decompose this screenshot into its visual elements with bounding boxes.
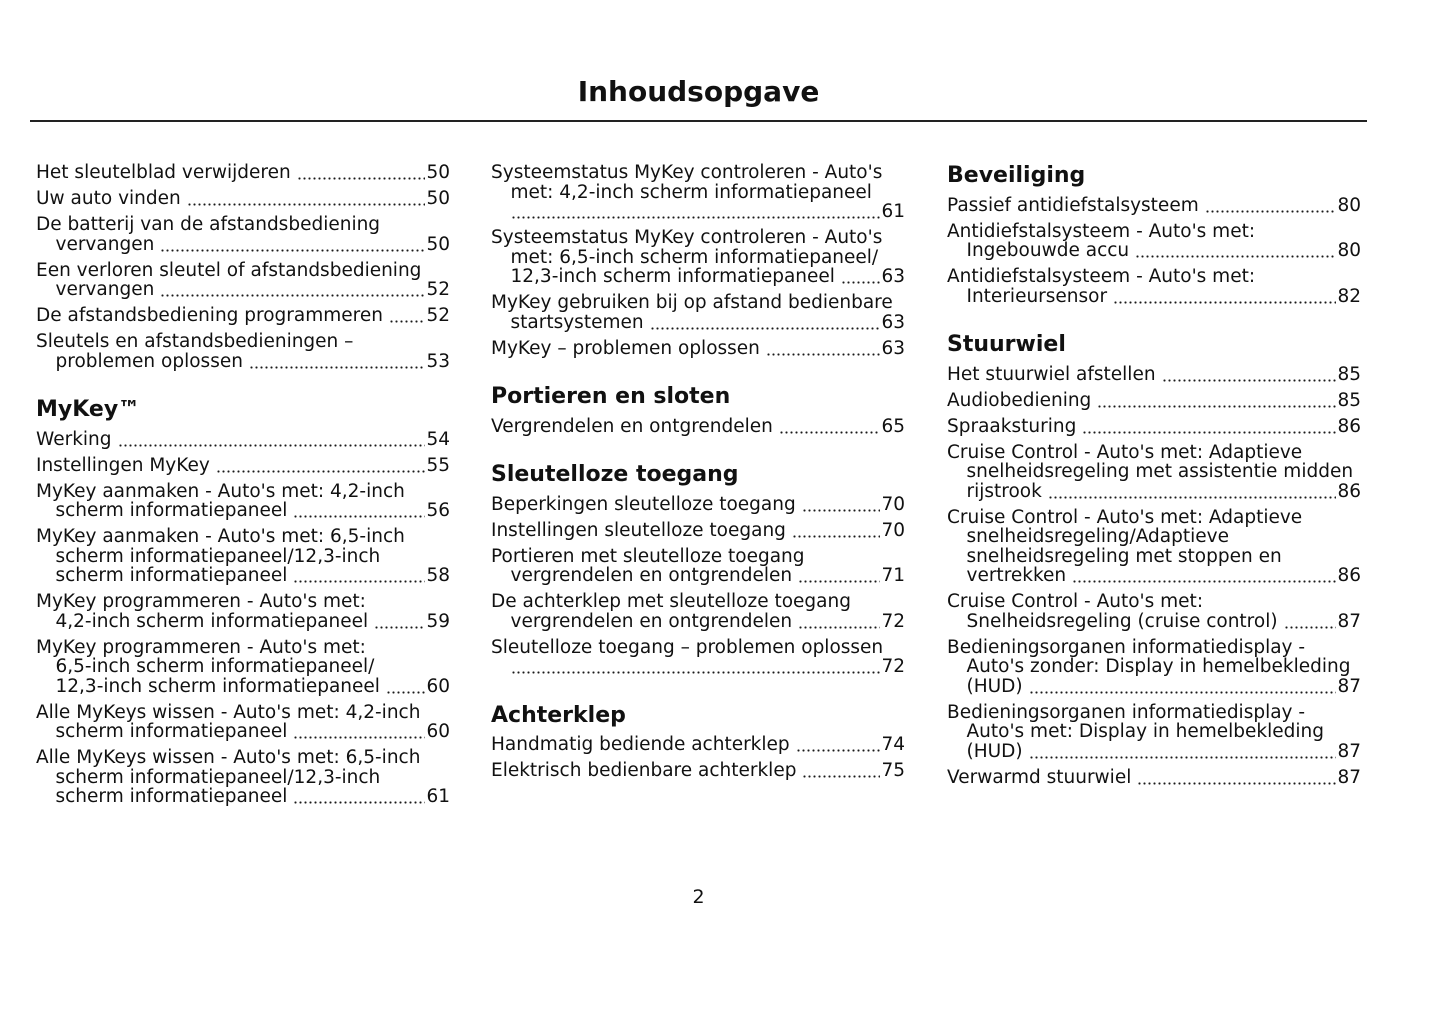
entry-title: Spraaksturing <box>947 416 1077 436</box>
section-heading-beveiliging: Beveiliging <box>947 163 1086 188</box>
entry-page-ref: 80 <box>1337 241 1361 261</box>
entry-line <box>491 657 905 677</box>
entry-title: Elektrisch bedienbare achterklep <box>491 761 797 781</box>
entry-title: 12,3-inch scherm informatiepaneel <box>510 267 835 287</box>
entry-page-ref: 58 <box>426 566 450 586</box>
dot-leader <box>187 189 426 209</box>
entry-line: Auto's zonder: Display in hemelbekleding <box>966 657 1351 677</box>
toc-entry <box>491 521 905 541</box>
entry-line: Een verloren sleutel of afstandsbediening <box>36 260 422 280</box>
entry-title: De afstandsbediening programmeren <box>36 306 383 326</box>
entry-line <box>36 306 450 326</box>
entry-line <box>491 566 905 586</box>
dot-leader <box>297 163 426 183</box>
entry-page-ref: 65 <box>881 416 905 436</box>
entry-title: Vergrendelen en ontgrendelen <box>491 416 773 436</box>
entry-title: 4,2-inch scherm informatiepaneel <box>55 611 369 631</box>
entry-line: Bedieningsorganen informatiedisplay - <box>947 637 1306 657</box>
entry-line <box>491 495 905 515</box>
entry-line <box>36 501 450 521</box>
dot-leader <box>766 339 881 359</box>
entry-line: MyKey aanmaken - Auto's met: 4,2-inch <box>36 481 405 501</box>
toc-entry <box>947 592 1361 631</box>
entry-line: MyKey aanmaken - Auto's met: 6,5-inch <box>36 527 405 547</box>
entry-line <box>947 365 1361 385</box>
toc-entry <box>947 417 1361 437</box>
toc-entry <box>36 163 450 183</box>
toc-entry <box>947 267 1361 306</box>
entry-title: vergrendelen en ontgrendelen <box>510 566 793 586</box>
entry-title: Werking <box>36 429 112 449</box>
toc-entry <box>36 703 450 742</box>
dot-leader <box>802 495 881 515</box>
entry-title: Het sleutelblad verwijderen <box>36 163 291 183</box>
entry-line <box>947 196 1361 216</box>
entry-title: Ingebouwde accu <box>966 241 1130 261</box>
toc-entry <box>947 196 1361 216</box>
entry-page-ref: 61 <box>426 787 450 807</box>
entry-page-ref: 71 <box>881 566 905 586</box>
entry-title: Interieursensor <box>966 286 1108 306</box>
toc-entry <box>36 306 450 326</box>
toc-entry <box>491 638 905 677</box>
entry-line <box>36 430 450 450</box>
entry-line: snelheidsregeling met assistentie midden <box>966 462 1354 482</box>
section-heading-achterklep: Achterklep <box>491 702 626 728</box>
toc-entry <box>36 592 450 631</box>
entry-page-ref: 61 <box>881 202 905 222</box>
entry-line: MyKey programmeren - Auto's met: <box>36 637 366 657</box>
entry-line <box>491 761 905 781</box>
entry-title: MyKey – problemen oplossen <box>491 338 760 358</box>
entry-line <box>491 267 905 287</box>
dot-leader <box>779 417 881 437</box>
dot-leader <box>802 761 880 781</box>
entry-line: Portieren met sleutelloze toegang <box>491 546 805 566</box>
toc-entry <box>36 261 450 300</box>
entry-line <box>36 677 450 697</box>
entry-page-ref: 52 <box>426 280 450 300</box>
entry-line: Alle MyKeys wissen - Auto's met: 6,5-inch <box>36 748 421 768</box>
entry-title: Beperkingen sleutelloze toegang <box>491 494 796 514</box>
toc-entry <box>947 508 1361 586</box>
dot-leader <box>1162 365 1337 385</box>
entry-line: MyKey programmeren - Auto's met: <box>36 592 366 612</box>
entry-line <box>491 417 905 437</box>
entry-line <box>36 722 450 742</box>
entry-line: De achterklep met sleutelloze toegang <box>491 592 851 612</box>
toc-entry <box>491 735 905 755</box>
dot-leader <box>1082 417 1336 437</box>
dot-leader <box>511 657 881 677</box>
entry-line <box>36 235 450 255</box>
dot-leader <box>1029 677 1337 697</box>
entry-page-ref: 60 <box>426 722 450 742</box>
toc-entry <box>947 365 1361 385</box>
entry-line: Systeemstatus MyKey controleren - Auto's <box>491 163 883 183</box>
entry-page-ref: 85 <box>1337 364 1361 384</box>
entry-page-ref: 82 <box>1337 286 1361 306</box>
entry-line <box>36 280 450 300</box>
entry-line: Cruise Control - Auto's met: Adaptieve <box>947 442 1303 462</box>
entry-page-ref: 86 <box>1337 416 1361 436</box>
toc-entry <box>491 417 905 437</box>
entry-page-ref: 52 <box>426 306 450 326</box>
dot-leader <box>293 566 425 586</box>
entry-line: Antidiefstalsysteem - Auto's met: <box>947 221 1256 241</box>
dot-leader <box>798 566 880 586</box>
entry-line: snelheidsregeling met stoppen en <box>966 546 1282 566</box>
toc-column-3 <box>947 163 1361 794</box>
dot-leader <box>1284 612 1337 632</box>
entry-page-ref: 56 <box>426 501 450 521</box>
toc-entry <box>491 163 905 222</box>
dot-leader <box>160 235 425 255</box>
entry-line: De batterij van de afstandsbediening <box>36 215 381 235</box>
entry-page-ref: 63 <box>881 338 905 358</box>
entry-page-ref: 50 <box>426 234 450 254</box>
entry-page-ref: 63 <box>881 312 905 332</box>
entry-line: met: 6,5-inch scherm informatiepaneel/ <box>510 247 879 267</box>
entry-line <box>947 417 1361 437</box>
toc-entry <box>36 332 450 371</box>
toc-entry <box>947 391 1361 411</box>
entry-title: Audiobediening <box>947 390 1092 410</box>
entry-page-ref: 59 <box>426 611 450 631</box>
entry-line: Alle MyKeys wissen - Auto's met: 4,2-inch <box>36 702 421 722</box>
dot-leader <box>249 352 426 372</box>
entry-title: Uw auto vinden <box>36 189 181 209</box>
dot-leader <box>293 722 425 742</box>
entry-line: Cruise Control - Auto's met: <box>947 592 1204 612</box>
toc-entry <box>491 339 905 359</box>
toc-entry <box>947 703 1361 762</box>
entry-line: Cruise Control - Auto's met: Adaptieve <box>947 507 1303 527</box>
section-heading-stuurwiel: Stuurwiel <box>947 332 1066 357</box>
entry-line <box>36 189 450 209</box>
entry-page-ref: 72 <box>881 657 905 677</box>
toc-entry <box>36 748 450 807</box>
entry-line <box>947 677 1361 697</box>
entry-page-ref: 70 <box>881 494 905 514</box>
dot-leader <box>1029 742 1337 762</box>
dot-leader <box>118 430 426 450</box>
entry-page-ref: 54 <box>426 429 450 449</box>
entry-line <box>36 163 450 183</box>
entry-line: Sleutelloze toegang – problemen oplossen <box>491 637 884 657</box>
toc-entry <box>36 189 450 209</box>
toc-entry <box>491 547 905 586</box>
entry-line <box>947 566 1361 586</box>
entry-line: met: 4,2-inch scherm informatiepaneel <box>510 182 872 202</box>
entry-line <box>947 768 1361 788</box>
dot-leader <box>216 456 426 476</box>
entry-line <box>491 339 905 359</box>
toc-entry <box>36 215 450 254</box>
entry-line <box>491 612 905 632</box>
dot-leader <box>1097 391 1336 411</box>
page-number: 2 <box>692 886 705 908</box>
entry-line: Sleutels en afstandsbedieningen – <box>36 332 354 352</box>
entry-page-ref: 60 <box>426 676 450 696</box>
entry-title: Het stuurwiel afstellen <box>947 364 1156 384</box>
dot-leader <box>1205 196 1337 216</box>
dot-leader <box>160 280 425 300</box>
entry-line: scherm informatiepaneel/12,3-inch <box>55 546 381 566</box>
entry-title: (HUD) <box>966 676 1023 696</box>
entry-title: rijstrook <box>966 481 1042 501</box>
entry-title: problemen oplossen <box>55 351 243 371</box>
toc-entry <box>947 222 1361 261</box>
entry-line <box>36 456 450 476</box>
entry-line: snelheidsregeling/Adaptieve <box>966 527 1229 547</box>
entry-page-ref: 80 <box>1337 195 1361 215</box>
dot-leader <box>1135 241 1336 261</box>
entry-page-ref: 75 <box>881 761 905 781</box>
entry-page-ref: 87 <box>1337 676 1361 696</box>
entry-page-ref: 86 <box>1337 566 1361 586</box>
dot-leader <box>293 501 425 521</box>
dot-leader <box>511 202 881 222</box>
entry-line: Auto's met: Display in hemelbekleding <box>966 722 1325 742</box>
entry-page-ref: 53 <box>426 351 450 371</box>
entry-title: 12,3-inch scherm informatiepaneel <box>55 676 380 696</box>
dot-leader <box>1137 768 1336 788</box>
toc-column-2 <box>491 163 905 787</box>
toc-entry <box>491 293 905 332</box>
entry-page-ref: 72 <box>881 611 905 631</box>
toc-entry <box>491 592 905 631</box>
entry-title: scherm informatiepaneel <box>55 566 288 586</box>
toc-column-1 <box>36 163 450 813</box>
title-rule <box>30 120 1367 122</box>
entry-title: Passief antidiefstalsysteem <box>947 195 1199 215</box>
entry-title: scherm informatiepaneel <box>55 722 288 742</box>
toc-entry <box>491 228 905 287</box>
dot-leader <box>1048 482 1337 502</box>
entry-line <box>947 287 1361 307</box>
toc-entry <box>947 638 1361 697</box>
entry-line: Antidiefstalsysteem - Auto's met: <box>947 267 1256 287</box>
toc-entry <box>36 527 450 586</box>
entry-line <box>491 735 905 755</box>
entry-line <box>947 391 1361 411</box>
entry-page-ref: 87 <box>1337 611 1361 631</box>
entry-line <box>947 612 1361 632</box>
section-heading-portieren-en-sloten: Portieren en sloten <box>491 384 731 409</box>
dot-leader <box>374 612 425 632</box>
entry-title: scherm informatiepaneel <box>55 501 288 521</box>
section-heading-sleutelloze-toegang: Sleutelloze toegang <box>491 462 739 487</box>
entry-line: Bedieningsorganen informatiedisplay - <box>947 702 1306 722</box>
toc-entry <box>36 456 450 476</box>
entry-page-ref: 70 <box>881 520 905 540</box>
entry-title: scherm informatiepaneel <box>55 787 288 807</box>
toc-entry <box>491 495 905 515</box>
dot-leader <box>841 267 881 287</box>
dot-leader <box>650 313 881 333</box>
toc-entry <box>36 430 450 450</box>
entry-line: MyKey gebruiken bij op afstand bedienbare <box>491 293 893 313</box>
entry-line: scherm informatiepaneel/12,3-inch <box>55 767 381 787</box>
dot-leader <box>293 787 425 807</box>
entry-title: vervangen <box>55 234 155 254</box>
entry-page-ref: 50 <box>426 163 450 183</box>
entry-title: Instellingen MyKey <box>36 455 210 475</box>
entry-line <box>36 566 450 586</box>
toc-entry <box>947 443 1361 502</box>
entry-title: vergrendelen en ontgrendelen <box>510 611 793 631</box>
entry-line <box>491 521 905 541</box>
entry-page-ref: 87 <box>1337 767 1361 787</box>
entry-line <box>36 612 450 632</box>
dot-leader <box>792 521 881 541</box>
entry-line <box>491 313 905 333</box>
entry-line <box>491 202 905 222</box>
entry-title: Instellingen sleutelloze toegang <box>491 520 786 540</box>
toc-entry <box>36 482 450 521</box>
entry-title: startsystemen <box>510 312 644 332</box>
entry-page-ref: 87 <box>1337 741 1361 761</box>
entry-line <box>947 742 1361 762</box>
entry-title: Snelheidsregeling (cruise control) <box>966 611 1278 631</box>
toc-entry <box>36 638 450 697</box>
entry-page-ref: 86 <box>1337 481 1361 501</box>
dot-leader <box>798 612 880 632</box>
entry-page-ref: 50 <box>426 189 450 209</box>
dot-leader <box>386 677 426 697</box>
entry-line <box>36 352 450 372</box>
entry-line: Systeemstatus MyKey controleren - Auto's <box>491 228 883 248</box>
entry-page-ref: 55 <box>426 455 450 475</box>
dot-leader <box>1113 287 1336 307</box>
entry-line <box>947 241 1361 261</box>
toc-entry <box>491 761 905 781</box>
entry-title: vertrekken <box>966 566 1067 586</box>
entry-line: 6,5-inch scherm informatiepaneel/ <box>55 657 375 677</box>
entry-page-ref: 63 <box>881 267 905 287</box>
entry-title: vervangen <box>55 280 155 300</box>
dot-leader <box>796 735 881 755</box>
entry-page-ref: 74 <box>881 735 905 755</box>
entry-title: Verwarmd stuurwiel <box>947 767 1132 787</box>
page-title: Inhoudsopgave <box>577 75 820 108</box>
dot-leader <box>1072 566 1336 586</box>
entry-title: (HUD) <box>966 741 1023 761</box>
entry-title: Handmatig bediende achterklep <box>491 735 790 755</box>
entry-page-ref: 85 <box>1337 390 1361 410</box>
section-heading-mykey: MyKey™ <box>36 397 141 422</box>
entry-line <box>36 787 450 807</box>
toc-entry <box>947 768 1361 788</box>
dot-leader <box>389 306 425 326</box>
entry-line <box>947 482 1361 502</box>
